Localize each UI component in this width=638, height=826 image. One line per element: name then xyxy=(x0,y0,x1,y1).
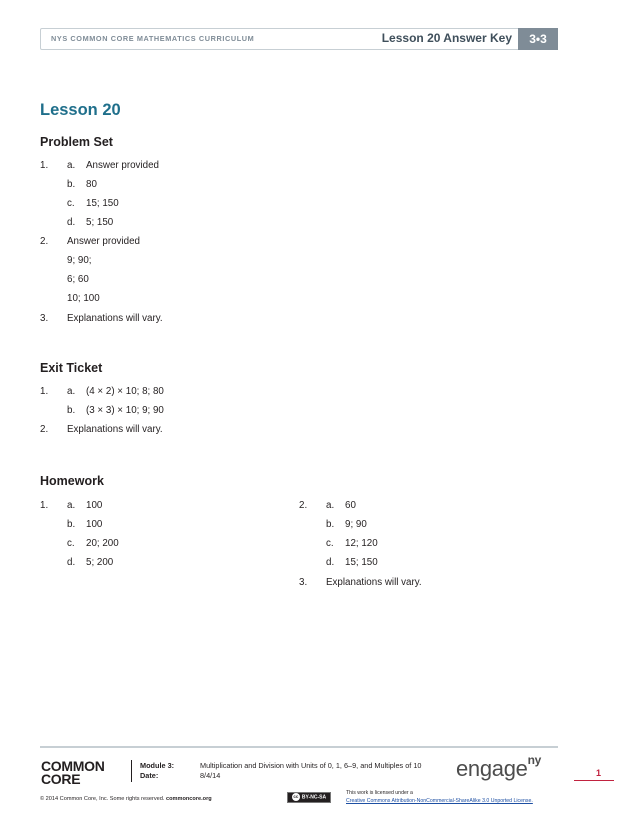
hw-item-sub: c. xyxy=(326,538,334,549)
ps-item-sub: b. xyxy=(67,179,76,190)
page-number: 1 xyxy=(596,768,602,778)
hw-item-sub: d. xyxy=(67,557,76,568)
engageny-logo xyxy=(456,752,542,782)
hw-item-sub: b. xyxy=(67,519,76,530)
ps-item-sub: a. xyxy=(67,160,76,171)
engage-sup: ny xyxy=(527,752,542,767)
hw-item-sub: a. xyxy=(67,500,76,511)
ps-item-num: 3. xyxy=(40,313,49,324)
engage-text: engage xyxy=(456,756,528,781)
hw-item-sub: c. xyxy=(67,538,75,549)
common-core-logo xyxy=(41,760,105,786)
date-value: 8/4/14 xyxy=(200,771,221,780)
et-item-sub: b. xyxy=(67,405,76,416)
hw-item-text: 5; 200 xyxy=(86,557,114,568)
hw-item-text: Explanations will vary. xyxy=(326,577,422,588)
header-curriculum: NYS COMMON CORE MATHEMATICS CURRICULUM xyxy=(51,34,255,43)
header-lesson-key: Lesson 20 Answer Key xyxy=(381,31,512,45)
logo-line-1: COMMON xyxy=(41,758,105,774)
ps-item-text: 6; 60 xyxy=(67,274,89,285)
module-value: Multiplication and Division with Units of 0, 1, 6–9, and Multiples of 10 xyxy=(200,761,422,770)
cc-icon: cc xyxy=(293,794,299,799)
page-number-underline xyxy=(574,780,614,781)
hw-item-text: 60 xyxy=(345,500,356,511)
ps-item-text: 9; 90; xyxy=(67,255,92,266)
et-item-sub: a. xyxy=(67,386,76,397)
ps-item-text: 80 xyxy=(86,179,97,190)
et-item-num: 2. xyxy=(40,424,49,435)
ps-item-text: Explanations will vary. xyxy=(67,313,163,324)
hw-item-text: 9; 90 xyxy=(345,519,367,530)
hw-item-text: 12; 120 xyxy=(345,538,378,549)
ps-item-text: 10; 100 xyxy=(67,293,100,304)
header-grade-module: 3•3 xyxy=(518,28,558,50)
hw-item-num: 1. xyxy=(40,500,49,511)
copyright-link[interactable]: commoncore.org xyxy=(166,796,212,802)
copyright xyxy=(40,796,212,802)
footer-divider xyxy=(131,760,132,782)
et-item-text: (4 × 2) × 10; 8; 80 xyxy=(86,386,164,397)
ps-item-num: 1. xyxy=(40,160,49,171)
hw-item-sub: a. xyxy=(326,500,335,511)
ps-item-sub: c. xyxy=(67,198,75,209)
ps-item-text: 5; 150 xyxy=(86,217,114,228)
hw-item-text: 20; 200 xyxy=(86,538,119,549)
hw-item-text: 15; 150 xyxy=(345,557,378,568)
ps-item-sub: d. xyxy=(67,217,76,228)
copyright-text: © 2014 Common Core, Inc. Some rights reserved. xyxy=(40,796,166,802)
cc-badge-text: BY-NC-SA xyxy=(301,794,327,801)
cc-license-badge[interactable] xyxy=(287,792,331,803)
logo-line-2: CORE xyxy=(41,771,81,787)
hw-item-sub: b. xyxy=(326,519,335,530)
hw-item-text: 100 xyxy=(86,519,103,530)
lesson-title: Lesson 20 xyxy=(40,101,121,119)
date-label: Date: xyxy=(140,771,159,780)
exit-ticket-title: Exit Ticket xyxy=(40,361,103,375)
et-item-text: Explanations will vary. xyxy=(67,424,163,435)
ps-item-text: Answer provided xyxy=(86,160,159,171)
et-item-num: 1. xyxy=(40,386,49,397)
ps-item-text: 15; 150 xyxy=(86,198,119,209)
et-item-text: (3 × 3) × 10; 9; 90 xyxy=(86,405,164,416)
ps-item-num: 2. xyxy=(40,236,49,247)
homework-title: Homework xyxy=(40,474,104,488)
footer-rule xyxy=(40,746,558,748)
hw-item-text: 100 xyxy=(86,500,103,511)
hw-item-num: 2. xyxy=(299,500,308,511)
license-link[interactable]: Creative Commons Attribution-NonCommercial-ShareAlike 3.0 Unported License. xyxy=(346,798,533,804)
hw-item-num: 3. xyxy=(299,577,308,588)
module-label: Module 3: xyxy=(140,761,175,770)
hw-item-sub: d. xyxy=(326,557,335,568)
problem-set-title: Problem Set xyxy=(40,135,113,149)
license-line-1: This work is licensed under a xyxy=(346,790,413,796)
ps-item-text: Answer provided xyxy=(67,236,140,247)
